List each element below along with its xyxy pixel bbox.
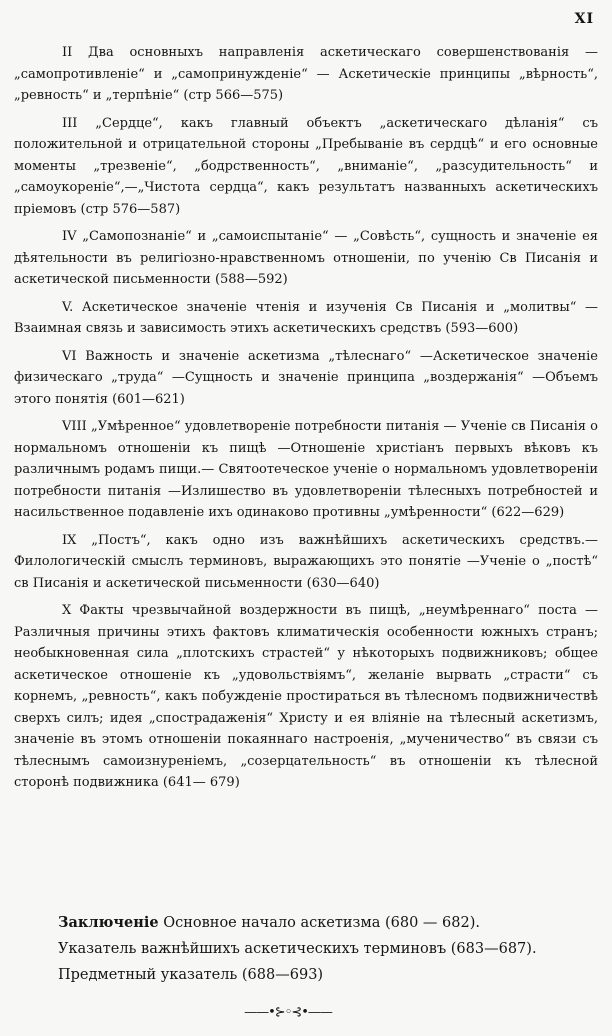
section-ii: II Два основныхъ направленія аскетическаго совершенствованія — „самопротивленіе“ и „самопринужденіе“ — Аскетическіе принципы „вѣрность“, „ревность“ и „терпѣніе“ (стр 566—575)	[14, 45, 598, 103]
conclusion-label: Заключеніе	[58, 914, 159, 931]
section-x: X Факты чрезвычайной воздержности въ пищѣ, „неумѣреннаго“ поста —Различныя причины этихъ фактовъ климатическія особенности южныхъ странъ; необыкновенная сила „плотскихъ страстей“ у нѣкоторыхъ подвижниковъ; общее аскетическое отношеніе къ „удовольствіямъ“, желаніе вырвать „страсти“ съ корнемъ, „ревность“, какъ побужденіе простираться въ тѣлесномъ подвижничествѣ сверхъ силъ; идея „спострадаженія“ Христу и ея вліяніе на тѣлесный аскетизмъ, значеніе въ этомъ отношеніи покаяннаго настроенія, „мученичество“ въ связи съ тѣлеснымъ самоизнуреніемъ, „созерцательность“ въ отношеніи къ тѣлесной сторонѣ подвижника (641— 679)	[14, 603, 598, 790]
section-viii: VIII „Умѣренное“ удовлетвореніе потребности питанія — Ученіе св Писанія о нормальномъ отношеніи къ пищѣ —Отношеніе христіанъ первыхъ вѣковъ къ различнымъ родамъ пищи.— Святоотеческое ученіе о нормальномъ удовлетвореніи потребности питанія —Излишество въ удовлетвореніи тѣлесныхъ потребностей и насильственное подавленіе ихъ одинаково противны „умѣренности“ (622—629)	[14, 419, 598, 520]
section-iv: IV „Самопознаніе“ и „самоиспытаніе“ — „Совѣсть“, сущность и значеніе ея дѣятельности въ религіозно-нравственномъ отношеніи, по ученію Св Писанія и аскетической письменности (588—592)	[14, 229, 598, 287]
conclusion-block	[58, 910, 603, 988]
terms-index-line: Указатель важнѣйшихъ аскетическихъ терминовъ (683—687).	[58, 941, 537, 957]
section-iii: III „Сердце“, какъ главный объектъ „аскетическаго дѣланія“ съ положительной и отрицательной стороны „Пребываніе въ сердцѣ“ и его основные моменты „трезвеніе“, „бодрственность“, „вниманіе“, „разсудительность“ и „самоукореніе“,—„Чистота сердца“, какъ результатъ названныхъ аскетическихъ пріемовъ (стр 576—587)	[14, 115, 598, 217]
page-number: XI	[574, 11, 594, 27]
section-v: V. Аскетическое значеніе чтенія и изученія Св Писанія и „молитвы“ —Взаимная связь и зависимость этихъ аскетическихъ средствъ (593—600)	[14, 299, 598, 336]
conclusion-text: Основное начало аскетизма (680 — 682).	[163, 915, 480, 931]
section-vi: VI Важность и значеніе аскетизма „тѣлеснаго“ —Аскетическое значеніе физическаго „труда“ —Сущность и значеніе принципа „воздержанія“ —Объемъ этого понятія (601—621)	[14, 348, 598, 407]
decorative-ornament: ——•⊱◦⊰•——	[244, 1005, 332, 1020]
table-of-contents-sections	[14, 42, 598, 800]
subject-index-line: Предметный указатель (688—693)	[58, 967, 324, 983]
section-ix: IX „Постъ“, какъ одно изъ важнѣйшихъ аскетическихъ средствъ.— Филологическій смыслъ терминовъ, выражающихъ это понятіе —Ученіе о „постѣ“ св Писанія и аскетической письменности (630—640)	[14, 532, 598, 591]
conclusion-line	[58, 910, 603, 936]
